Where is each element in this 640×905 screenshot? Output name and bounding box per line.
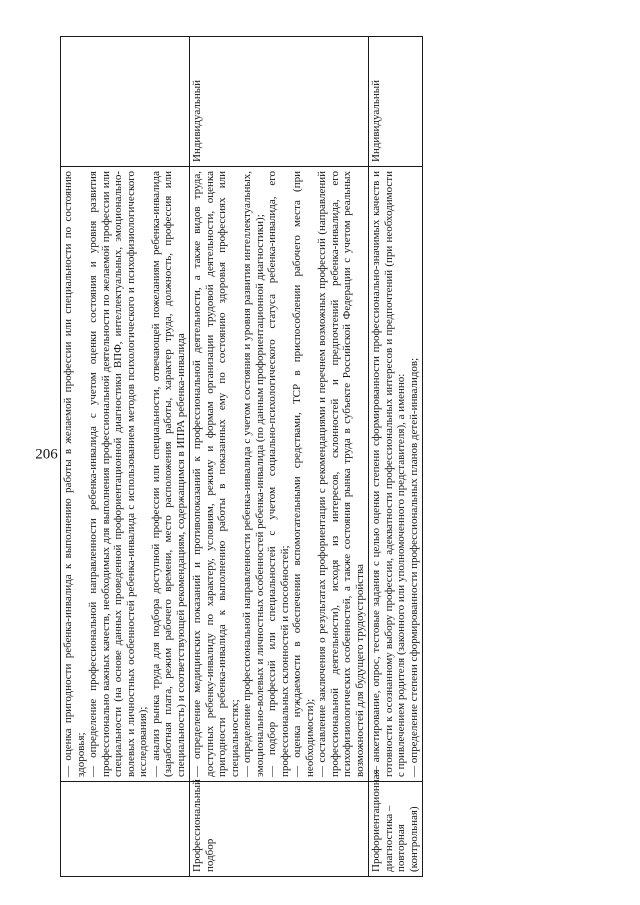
stage-cell: [369, 769, 423, 877]
page-number: 206: [35, 446, 58, 463]
stage-cell: [190, 779, 369, 877]
content-item: — определение профессиональной направленности ребенка-инвалида с учетом оценки состояния и уровня развития профессионально важных качеств, необходимых для выполнения профессиональной деятельности по желаемой профессии или специальности (на основе данных проведенной профориентационной диагностики ВПФ, интеллектуальных, эмоционально-волевых и личностных особенностей ребенка-инвалида с использованием методов психологического и психофизиологического исследования);: [87, 171, 149, 777]
content-cell: [190, 167, 369, 782]
stage-label: Профессиональный подбор: [191, 779, 216, 872]
content-cell: [369, 167, 423, 782]
content-item: — составление заключения о результатах профориентации с рекомендациями и перечнем возможных профессий (направлений профессиональной деятельности), исходя из интересов, склонностей и предпочтений ребенка-инвалида, его психофизиологических особенностей, а также состояния рынка труда в субъекте Российской Федерации с учетом реальных возможностей для будущего трудоустройства: [316, 171, 366, 777]
form-label: Индивидуальный: [370, 80, 382, 162]
form-cell: [369, 37, 423, 167]
content-item: — анализ рынка труда для подбора доступной профессии или специальности, отвечающей пожеланиям ребенка-инвалида (заработная плата, режим рабочего времени, место расположения работы, характер труда, должность, профессия или специальность) и соответствующей рекомендациям, содержащимся в ИПРА ребенка-инвалида: [149, 171, 187, 777]
content-item: — оценка нуждаемости в обеспечении вспомогательными средствами, ТСР в приспособлении рабочего места (при необходимости);: [291, 171, 316, 777]
content-item: — определение профессиональной направленности ребенка-инвалида с учетом состояния и уровня развития интеллектуальных, эмоционально-волевых и личностных особенностей ребенка-инвалида (по данным профориентационной диагностики);: [241, 171, 266, 777]
content-item: — анкетирование, опрос, тестовые задания с целью оценки степени сформированности профессионально-значимых качеств и готовности к осознанному выбору профессии, адекватности профессиональных интересов и предпочтений (при необходимости с привлечением родителя (законного или уполномоченного представителя), а именно:: [370, 171, 407, 777]
form-cell: [61, 37, 190, 167]
content-item: — определение медицинских показаний и противопоказаний к профессиональной деятельности, а также видов труда, доступных ребенку-инвалиду по характеру, условиям, режиму и формам организации трудовой деятельности, оценка пригодности ребенка-инвалида к выполнению работы в показанных ему по состоянию здоровья профессиях или специальностях;: [191, 171, 241, 777]
table-row: [190, 37, 369, 877]
table-row: [369, 37, 423, 877]
content-cell: [61, 167, 190, 782]
stage-label: Профориентационная диагностика – повторная (контрольная): [370, 769, 420, 872]
table-row: [61, 37, 190, 877]
content-item: — оценка пригодности ребенка-инвалида к выполнению работы в желаемой профессии или специальности по состоянию здоровья;: [62, 171, 87, 777]
content-item: — определение степени сформированности профессиональных планов детей-инвалидов;: [407, 357, 420, 777]
content-item: — подбор профессий или специальностей с учетом социально-психологического статуса ребенка-инвалида, его профессиональных склонностей и способностей;: [266, 171, 291, 777]
form-cell: [190, 37, 369, 167]
rehabilitation-table: [60, 36, 423, 877]
form-label: Индивидуальный: [191, 80, 203, 162]
stage-cell: [61, 782, 190, 877]
